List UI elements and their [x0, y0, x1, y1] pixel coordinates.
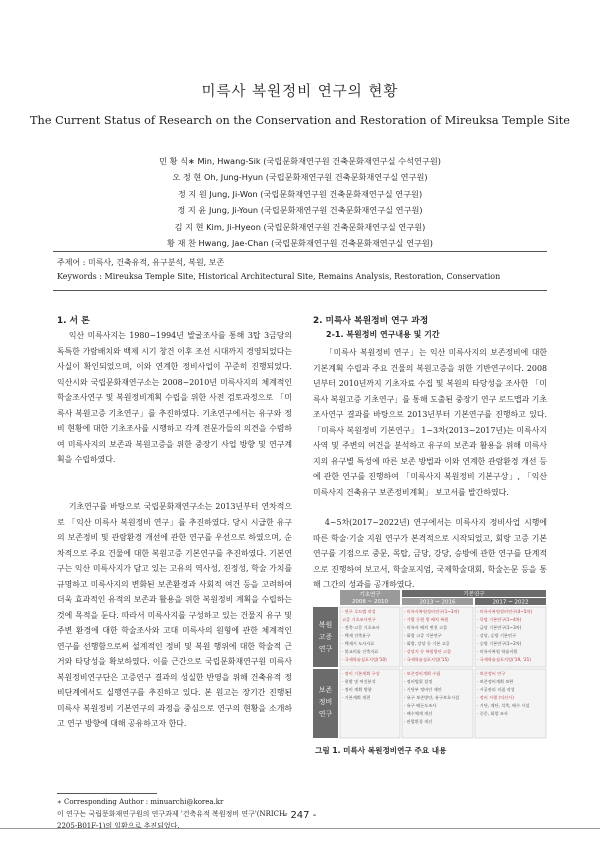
figure-cell-line: · 정비 계획 방향 — [342, 687, 372, 692]
title-english: The Current Status of Research on the Conservation and Restoration of Mireuksa Temple Site — [30, 114, 570, 127]
figure-cell-line: · 현황 및 여건분석 — [342, 679, 376, 684]
header-main-years-1: 2013 ~ 2016 — [419, 599, 456, 606]
figure-cell-line: · 미륵사 배치 변천 고찰 — [404, 625, 448, 630]
figure-cell-line: · 미륵사복원정비연구(1~3차) — [404, 609, 460, 614]
figure-cell-line: · 강당지 등 복원방안 고찰 — [404, 649, 452, 654]
figure-cell-line: · 불교미술 건축자료 — [342, 649, 379, 654]
figure-cell-line: · 가람 동원 방 배치 복원 — [404, 617, 449, 622]
figure-cell-line: · 보존정비계획 수립 — [404, 671, 441, 676]
figure-cell-line: · 승방 기본연구(1~2차) — [477, 641, 522, 646]
author-list — [0, 153, 600, 251]
figure-cell-line: · 목탑 기본연구(1~4차) — [477, 617, 522, 622]
author-line: 김 지 현 Kim, Ji-Hyeon (국립문화재연구원 건축문화재연구실 연구원) — [174, 221, 426, 232]
footnote-rule — [57, 793, 157, 794]
research-overview-figure — [313, 589, 547, 739]
figure-cell-line: · 유구 배돈도조사 — [404, 703, 437, 708]
figure-cell-line: · 중문, 회랑 조사 — [477, 711, 508, 716]
row-label-conservation: 연구 — [318, 710, 333, 718]
figure-cell-line: · 시공관리 지침 작성 — [477, 687, 515, 692]
figure-cell-line: · 미륵사복원정비연구(4~5차) — [477, 609, 533, 614]
page-bottom-rule — [0, 828, 600, 829]
footnote-line: ∗ Corresponding Author : minuarchi@korea.kr — [57, 798, 224, 806]
figure-cell-line: · 정비 기본계획 구상 — [342, 671, 380, 676]
figure-cell-line: · 국제학술심포지엄('10) — [342, 657, 387, 662]
author-line: 오 정 현 Oh, Jung-Hyun (국립문화재연구원 건축문화재연구실 연구원) — [172, 172, 428, 183]
figure-cell-line: · 기단, 계단, 석축, 배수 시설 — [477, 703, 530, 708]
figure-cell-line: · 기본계획 개편 — [342, 695, 371, 700]
keywords-korean: 주제어 : 미륵사, 건축유적, 유구분석, 복원, 보존 — [57, 258, 225, 267]
keyword-top-divider — [53, 251, 547, 252]
section2-paragraph-2: 4~5차(2017~2022년) 연구에서는 미륵사지 정비사업 시행에 따른 학술·기술 지원 연구가 본격적으로 시작되었고, 회랑 고증 기본연구를 기점으로 중문, 목탑, 금당, 강당, 승방에 관한 연구를 단계적으로 진행하여 보고서, 학술포지엄, 국제학술대회, 학술논문 등을 통해 그간의 성과를 공개하였다. — [313, 518, 547, 589]
header-basic-label: 기초연구 — [359, 592, 381, 598]
figure-caption: 그림 1. 미륵사 복원정비연구 주요 내용 — [315, 746, 447, 755]
figure-cell-line: · 강당, 승방 기본연구 — [477, 633, 517, 638]
figure-cell-line: · 미륵사복원 학술지원 — [477, 649, 518, 654]
figure-cell-line: · 배수체계 개선 — [404, 711, 433, 716]
section2-paragraph-1: 「미륵사 복원정비 연구」는 익산 미륵사지의 보존정비에 대한 기본계획 수립과 주요 건물의 복원고증을 위한 기반연구이다. 2008년부터 2010년까지 기초자료 수집 및 복원의 타당성을 조사한 「미륵사 복원고증 기초연구」를 통해 도출된 중장기 연구 로드맵과 기초조사연구 결과를 바탕으로 2013년부터 기본연구를 진행하고 있다. 「미륵사 복원정비 기본연구」 1~3차(2013~2017년)는 미륵사지 사역 및 주변의 여건을 분석하고 유구의 보존과 활용을 위해 미륵사지의 유구별 특성에 따른 보존 방법과 이와 연계한 관람환경 개선 등에 관한 연구를 진행하여 「미륵사지 복원정비 기본구상」, 「익산 미륵사지 건축유구 보존정비계획」 보고서를 발간하였다. — [313, 348, 547, 497]
keyword-bottom-divider — [53, 290, 547, 291]
figure-cell-line: · 회랑 고증 기본연구 — [404, 633, 442, 638]
figure-cell-line: · 백제시 도사자료 — [342, 641, 375, 646]
section1-heading: 1. 서 론 — [57, 316, 90, 326]
figure-cell-line: · 연구 로드맵 작성 — [342, 609, 376, 614]
figure-cell-line: · 백제 건축유구 — [342, 633, 371, 638]
row-label-restoration: 고증 — [318, 633, 333, 641]
footnote-line: 이 연구는 국립문화재연구원의 연구과제 '건축유적 복원정비 연구'(NRICH-2205-B01F-1)의 일환으로 추진되었다. — [57, 810, 288, 830]
row-label-conservation: 정비 — [318, 698, 333, 706]
title-korean: 미륵사 복원정비 연구의 현황 — [201, 84, 399, 100]
header-basic-years: 2008 ~ 2010 — [351, 599, 389, 605]
author-line: 정 지 원 Jung, Ji-Won (국립문화재연구원 건축문화재연구실 연구원) — [177, 188, 423, 199]
figure-cell-line: · 정비범위 설정 — [404, 679, 433, 684]
section2-heading: 2. 미륵사 복원정비 연구 과정 — [313, 316, 429, 326]
figure-cell-line: · 관람환경 개선 — [404, 719, 433, 724]
page-number: - 247 - — [283, 810, 317, 821]
author-line: 정 지 윤 Jung, Ji-Youn (국립문화재연구원 건축문화재연구실 연구원) — [177, 205, 423, 216]
figure-cell-line: · 국제학술심포지엄('19, '21) — [477, 657, 531, 662]
figure-cell-line: · 보존정비계획 보완 — [477, 679, 514, 684]
section2-subheading: 2-1. 복원정비 연구내용 및 기간 — [326, 330, 440, 339]
figure-cell-line: · 정비 시행 (익산시) — [477, 695, 514, 700]
section1-paragraph-2: 기초연구를 바탕으로 국립문화재연구소는 2013년부터 연차적으로 「익산 미륵사 복원정비 연구」를 추진하였다. 당시 시급한 유구의 보존정비 및 관람환경 개선에 관한 연구를 우선으로 하였으며, 순차적으로 주요 건물에 대한 복원고증 기본연구를 추진하였다. 기본연구는 익산 미륵사지가 담고 있는 고유의 역사성, 진정성, 학술 가치를 규명하고 미륵사지의 변화된 보존환경과 사회적 여건 등을 고려하여 더욱 효과적인 유적의 보존과 활용을 위한 복원정비 계획을 수립하는 것에 목적을 둔다. 따라서 미륵사지를 구성하고 있는 건물지 유구 및 주변 환경에 대한 학술조사와 고대 미륵사의 원형에 관한 체계적인 연구를 선행함으로써 설계적인 정비 및 복원 행위에 대한 학술적 근거와 타당성을 확보하였다. 이를 근간으로 국립문화재연구원 미륵사복원정비연구단은 고증연구 결과의 성실한 반영을 위해 건축유적 정비단계에서도 실행연구를 추진하고 있다. 본 원고는 장기간 진행된 미륵사 복원정비 기본연구의 과정을 중심으로 연구의 현황을 소개하고 연구 방향에 대해 공유하고자 한다. — [57, 502, 292, 728]
figure-cell-line: · 국제학술심포지엄('15) — [404, 657, 449, 662]
row-label-restoration: 연구 — [318, 645, 333, 653]
figure-cell-line: · 전축·고문 기초조사 — [342, 625, 380, 630]
keywords-english: Keywords : Mireuksa Temple Site, Historical Architectural Site, Remains Analysis, Restoration, Conservation — [57, 272, 501, 281]
figure-cell-line: · 회랑, 강당 등 기본 고증 — [404, 641, 450, 646]
figure-cell-line: · 금당 기본연구(1~3차) — [477, 625, 522, 630]
row-label-restoration: 복원 — [318, 621, 333, 629]
figure-cell-line: · 기단부 정비안 제안 — [404, 687, 442, 692]
figure-cell-line: · 유구 보존방안, 유구보호시설 — [404, 695, 460, 700]
section1-paragraph-1: 익산 미륵사지는 1980~1994년 발굴조사를 통해 3탑 3금당의 독특한 가람배치와 백제 시기 창건 이후 조선 시대까지 경영되었다는 사실이 확인되었으며, 이와 연계한 정비사업이 꾸준히 진행되었다. 익산시와 국립문화재연구소는 2008~2010년 미륵사지의 체계적인 학술조사연구 및 복원정비계획 수립을 위한 사전 검토과정으로 「미륵사 복원고증 기초연구」를 추진하였다. 기초연구에서는 유구와 정비 현황에 대한 기초조사를 시행하고 각계 전문가들의 의견을 수렴하여 미륵사지의 보존과 복원고증을 위한 중장기 사업 방향 및 연구계획을 수립하였다. — [57, 331, 292, 464]
header-main-years-2: 2017 ~ 2022 — [492, 599, 529, 606]
figure-cell-line: · 보존정비 연구 — [477, 671, 506, 676]
header-main-label: 기본연구 — [463, 591, 485, 598]
figure-cell-line: 고증 기초조사연구 — [342, 617, 376, 622]
row-label-conservation: 보존 — [318, 686, 333, 694]
author-line: 황 재 찬 Hwang, Jae-Chan (국립문화재연구원 건축문화재연구실 연구원) — [166, 238, 433, 249]
author-line: 민 황 식∗ Min, Hwang-Sik (국립문화재연구원 건축문화재연구실 수석연구원) — [159, 156, 441, 166]
